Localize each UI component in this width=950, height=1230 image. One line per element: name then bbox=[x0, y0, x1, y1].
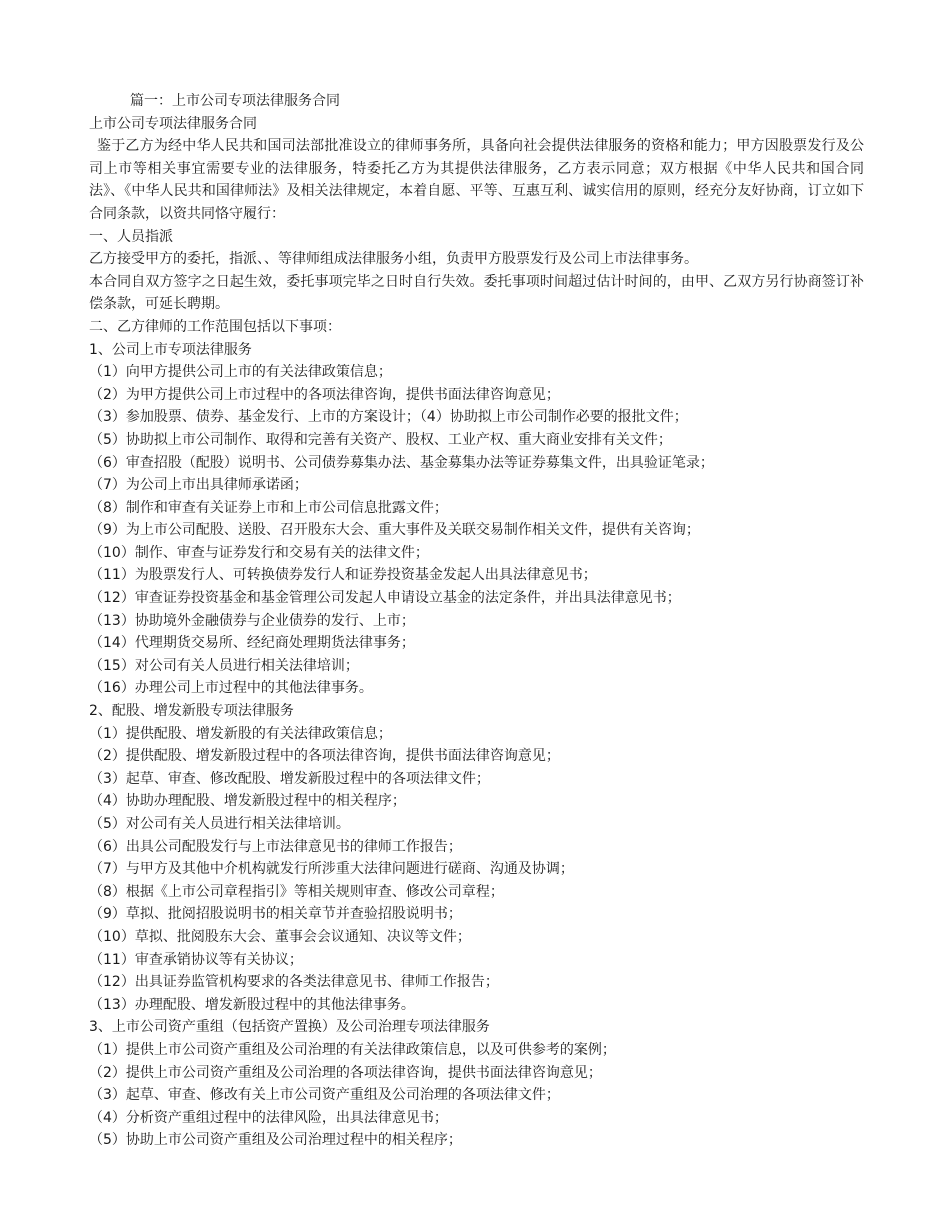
list-item: （12）出具证券监管机构要求的各类法律意见书、律师工作报告； bbox=[89, 974, 499, 991]
section-title: 一、人员指派 bbox=[89, 228, 173, 245]
list-item: （5）对公司有关人员进行相关法律培训。 bbox=[89, 816, 350, 832]
list-item: （10）制作、审查与证券发行和交易有关的法律文件； bbox=[89, 544, 429, 561]
list-item: （13）办理配股、增发新股过程中的其他法律事务。 bbox=[89, 996, 415, 1013]
service-groups bbox=[89, 339, 864, 1152]
group-title: 2、配股、增发新股专项法律服务 bbox=[89, 703, 294, 720]
list-item: （12）审查证券投资基金和基金管理公司发起人申请设立基金的法定条件，并出具法律意见书； bbox=[89, 590, 681, 607]
list-item: （2）为甲方提供公司上市过程中的各项法律咨询，提供书面法律咨询意见； bbox=[89, 386, 560, 403]
group-title: 1、公司上市专项法律服务 bbox=[89, 341, 252, 358]
list-item: （3）起草、审查、修改配股、增发新股过程中的各项法律文件； bbox=[89, 770, 490, 787]
list-item: （6）审查招股（配股）说明书、公司债券募集办法、基金募集办法等证券募集文件，出具验证笔录； bbox=[89, 454, 714, 471]
list-item: （4）分析资产重组过程中的法律风险，出具法律意见书； bbox=[89, 1109, 448, 1126]
list-item: （1）提供上市公司资产重组及公司治理的有关法律政策信息，以及可供参考的案例； bbox=[89, 1041, 616, 1058]
document-heading: 篇一：上市公司专项法律服务合同 bbox=[130, 93, 340, 109]
list-item: （8）制作和审查有关证券上市和上市公司信息批露文件； bbox=[89, 499, 448, 516]
list-item: （4）协助办理配股、增发新股过程中的相关程序； bbox=[89, 793, 406, 810]
list-item: （3）参加股票、债券、基金发行、上市的方案设计；（4）协助拟上市公司制作必要的报批文件； bbox=[89, 409, 688, 426]
list-item: （15）对公司有关人员进行相关法律培训； bbox=[89, 657, 359, 674]
list-item: （1）提供配股、增发新股的有关法律政策信息； bbox=[89, 725, 392, 742]
list-item: （11）为股票发行人、可转换债券发行人和证券投资基金发起人出具法律意见书； bbox=[89, 567, 597, 584]
section-title: 二、乙方律师的工作范围包括以下事项： bbox=[89, 318, 341, 335]
list-item: （13）协助境外金融债券与企业债券的发行、上市； bbox=[89, 612, 415, 629]
list-item: （9）草拟、批阅招股说明书的相关章节并查验招股说明书； bbox=[89, 906, 462, 923]
list-item: （7）与甲方及其他中介机构就发行所涉重大法律问题进行磋商、沟通及协调； bbox=[89, 861, 574, 878]
preamble-paragraph: 鉴于乙方为经中华人民共和国司法部批准设立的律师事务所，具备向社会提供法律服务的资格和能力；甲方因股票发行及公司上市等相关事宜需要专业的法律服务，特委托乙方为其提供法律服务，乙方表示同意；双方根据《中华人民共和国合同法》、《中华人民共和国律师法》及相关法律规定，本着自愿、平等、互惠互利、诚实信用的原则，经充分友好协商，订立如下合同条款，以资共同恪守履行： bbox=[89, 138, 864, 222]
list-item: （14）代理期货交易所、经纪商处理期货法律事务； bbox=[89, 635, 415, 652]
list-item: （9）为上市公司配股、送股、召开股东大会、重大事件及关联交易制作相关文件，提供有关咨询； bbox=[89, 522, 700, 539]
list-item: （2）提供上市公司资产重组及公司治理的各项法律咨询，提供书面法律咨询意见； bbox=[89, 1064, 602, 1081]
paragraph: 本合同自双方签字之日起生效，委托事项完毕之日时自行失效。委托事项时间超过估计时间的，由甲、乙双方另行协商签订补偿条款，可延长聘期。 bbox=[89, 273, 864, 313]
list-item: （5）协助拟上市公司制作、取得和完善有关资产、股权、工业产权、重大商业安排有关文件； bbox=[89, 431, 672, 448]
list-item: （1）向甲方提供公司上市的有关法律政策信息； bbox=[89, 364, 392, 381]
list-item: （3）起草、审查、修改有关上市公司资产重组及公司治理的各项法律文件； bbox=[89, 1087, 560, 1104]
list-item: （5）协助上市公司资产重组及公司治理过程中的相关程序； bbox=[89, 1132, 462, 1149]
list-item: （7）为公司上市出具律师承诺函； bbox=[89, 477, 308, 494]
list-item: （10）草拟、批阅股东大会、董事会会议通知、决议等文件； bbox=[89, 928, 471, 945]
paragraph: 乙方接受甲方的委托，指派、、等律师组成法律服务小组，负责甲方股票发行及公司上市法律事务。 bbox=[89, 251, 698, 268]
list-item: （16）办理公司上市过程中的其他法律事务。 bbox=[89, 680, 373, 697]
document-title: 上市公司专项法律服务合同 bbox=[89, 115, 257, 132]
group-title: 3、上市公司资产重组（包括资产置换）及公司治理专项法律服务 bbox=[89, 1019, 490, 1036]
list-item: （11）审查承销协议等有关协议； bbox=[89, 951, 303, 968]
list-item: （6）出具公司配股发行与上市法律意见书的律师工作报告； bbox=[89, 838, 462, 855]
list-item: （8）根据《上市公司章程指引》等相关规则审查、修改公司章程； bbox=[89, 883, 504, 900]
list-item: （2）提供配股、增发新股过程中的各项法律咨询，提供书面法律咨询意见； bbox=[89, 748, 560, 765]
